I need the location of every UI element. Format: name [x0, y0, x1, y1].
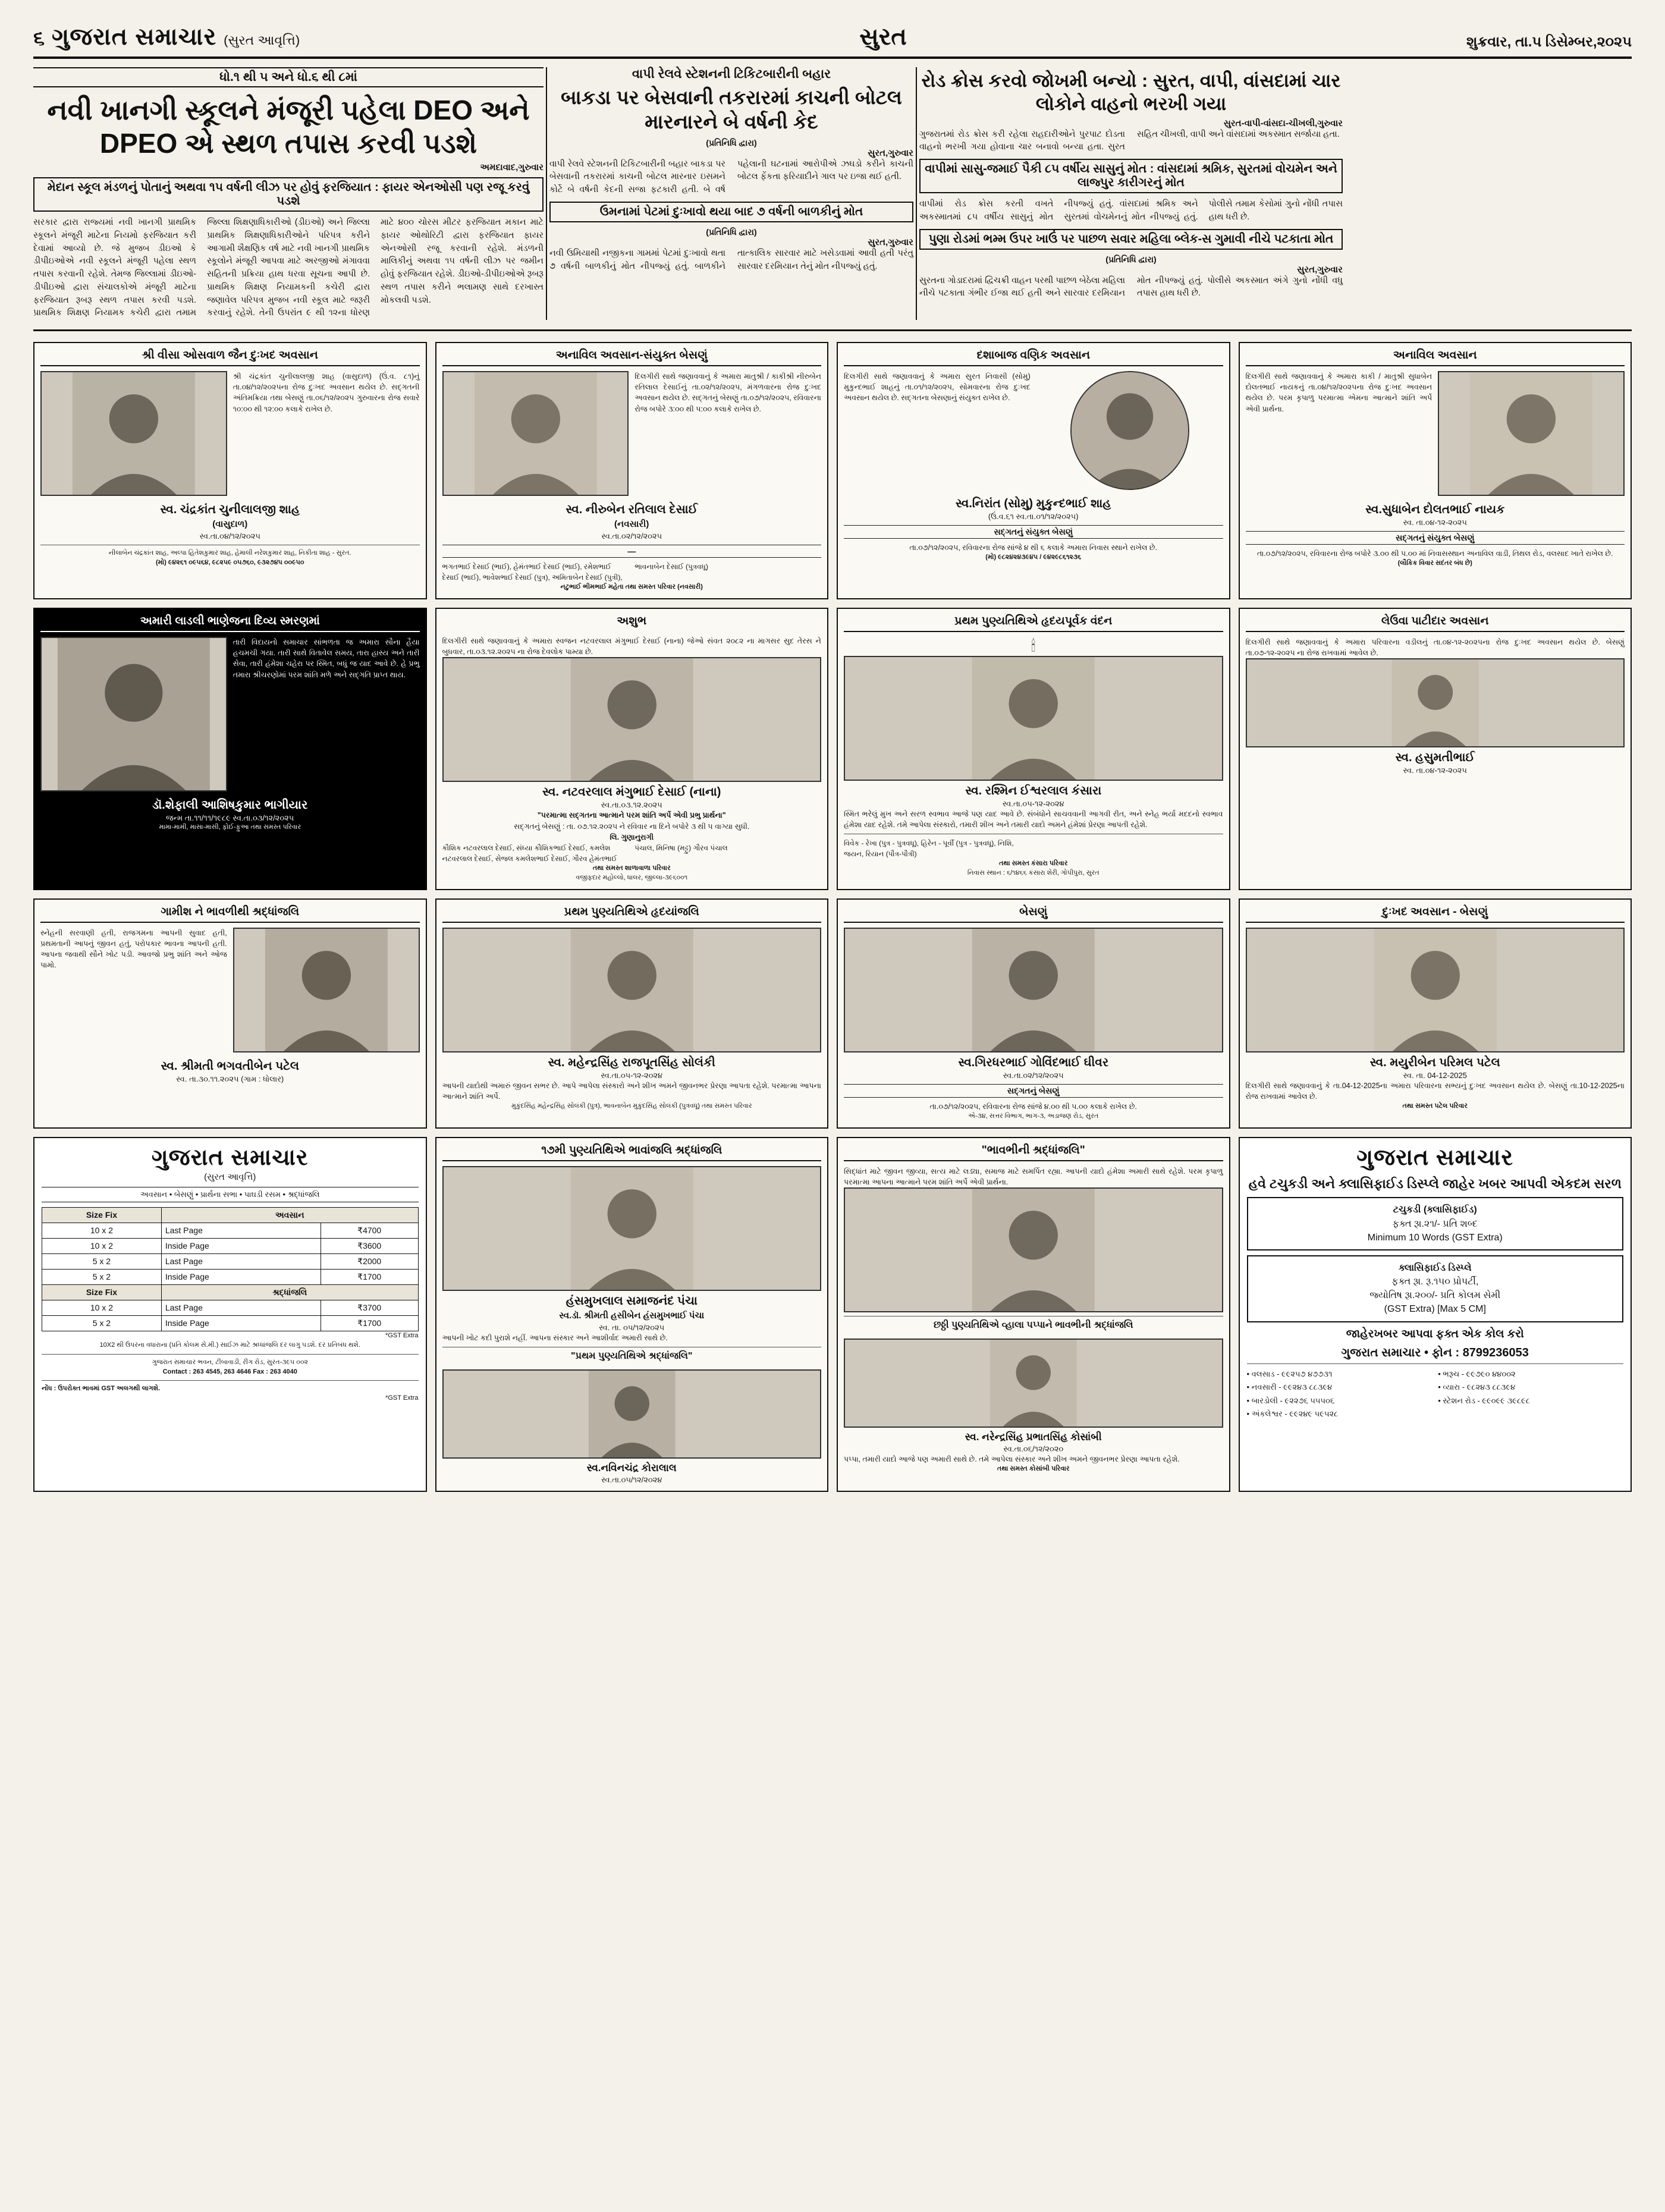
ad-body-text: આપની યાદોથી અમારું જીવન સભર છે. આપે આપેલા સંસ્કારો અને શીખ અમને જીવનભર પ્રેરણા આપતા રહેશે. પરમાત્મા આપના આત્માને શાંતિ અર્પે. [442, 1081, 821, 1101]
mid-box-headline: ઉમનામાં પેટમાં દુઃખાવો થયા બાદ ૭ વર્ષની બાળકીનું મોત [549, 202, 913, 222]
masthead-left [33, 24, 300, 51]
deceased-name: સ્વ.સુધાબેન દોલતભાઈ નાયક [1365, 503, 1505, 517]
ad-title: અશુભ [617, 615, 647, 628]
mid-byline: (પ્રતિનિધિ દ્વારા) [706, 137, 757, 147]
meeting-details: તા.૦૭/૧૨/૨૦૨૫, રવિવારના રોજ સાંજે ૪.૦૦ થી ૫.૦૦ કલાકે રાખેલ છે. [929, 1102, 1137, 1111]
ad-body-text: દિલગીરી સાથે જણાવવાનું કે અમારા પરિવારના વડીલનું તા.૦૪-૧૨-૨૦૨૫ના રોજ દુઃખદ અવસાન થયેલ છે. બેસણું તા.૦૭-૧૨-૨૦૨૫ ના રોજ રાખવામાં આવેલ છે. [1245, 638, 1625, 658]
ad-body-text: દિલગીરી સાથે જણાવવાનું કે અમારા માતુશ્રી / કાકીશ્રી નીરુબેન રતિલાલ દેસાઈનું તા.૦૨/૧૨/૨૦૨૫, મંગળવારના રોજ દુઃખદ અવસાન થયેલ છે. સદ્ગતનું બેસણું તા.૦૭/૧૨/૨૦૨૫, રવિવારના રોજ બપોરે ૩:૦૦ થી ૫:૦૦ કલાકે રાખેલ છે. [634, 372, 821, 413]
deceased-name: સ્વ. નટવરલાલ મંગુભાઈ દેસાઈ (નાના) [542, 785, 721, 799]
ad-body-text: શ્રી ચંદ્રકાંત ચુનીલાલજી શાહ (વાસુદાળ) (ઉં.વ. ૮૧)નું તા.૦૪/૧૨/૨૦૨૫ના રોજ દુઃખદ અવસાન થયેલ છે. સદ્ગતની અંતિમક્રિયા તથા બેસણું તા.૦૬/૧૨/૨૦૨૫ ગુરુવારના રોજ સવારે ૧૦:૦૦ થી ૧૨:૦૦ કલાકે રાખેલ છે. [233, 372, 420, 413]
list-item: • ભરૂચ - ૯૯૭૯૦ ૪૪૦૦૨ [1438, 1369, 1516, 1379]
masthead [33, 24, 1632, 59]
table-row [42, 1315, 419, 1331]
right-intro: ગુજરાતમાં રોડ ક્રોસ કરી રહેલા રાહદારીઓને પુરપાટ દોડતા વાહનો ભરખી ગયા હોવાના ચાર બનાવો બન્યા હતા. સુરત સહિત ચીખલી, વાપી અને વાંસદામાં અકસ્માત સર્જાયા હતા. [919, 129, 1340, 152]
ad-body-text: આપની ખોટ કદી પુરાશે નહીં. આપના સંસ્કાર અને આશીર્વાદ અમારી સાથે છે. [442, 1333, 668, 1342]
meeting-heading: સદ્ગતનું સંયુક્ત બેસણું [844, 525, 1223, 539]
rate-table-avsan [42, 1207, 419, 1331]
ad-body-text: સિદ્ધાંત માટે જીવન જીવ્યા, સત્ય માટે લડ્યા, સમાજ માટે સમર્પિત રહ્યા. આપની યાદો હંમેશા અમારી સાથે રહેશે. પરમ કૃપાળુ પરમાત્મા આપના આત્માને પરમ શાંતિ અર્પે એવી પ્રાર્થના. [844, 1167, 1223, 1186]
ad-title: પ્રથમ પુણ્યતિથિએ હૃદયપૂર્વક વંદન [844, 615, 1223, 632]
ad-body-text-secondary: પપ્પા, તમારી યાદો આજે પણ અમારી સાથે છે. તમે આપેલા સંસ્કાર અને શીખ અમને જીવનભર પ્રેરણા આપતા રહેશે. [844, 1454, 1180, 1463]
person-photo-icon [845, 1189, 1222, 1311]
person-photo-icon [845, 929, 1222, 1051]
portrait-photo [442, 657, 822, 782]
ad-body-text: સ્નેહની સરવાણી હતી, રાજગમના આપની સુવાદ હતી, પ્રથમતાની આપનું જીવન હતું, પરોપકાર ભાવના આપની હતી. આપના જવાથી સૌને ખોટ પડી. આવજો પ્રભુ શાંતિ અને ઓજ પામો. [40, 928, 227, 970]
person-photo-icon [1247, 929, 1624, 1051]
deceased-sub: સ્વ.ડૉ. શ્રીમતી હસીબેન હંસમુખભાઈ પંચા [559, 1310, 705, 1321]
right-body: વાપીમાં રોડ ક્રોસ કરતી વખતે અકસ્માતમાં ૮૫ વર્ષીય સાસુનું મોત નીપજ્યું હતું. વાંસદામાં શ્રમિક અને સુરતમાં વોચમેનનું મોત નીપજ્યું હતું. પોલીસે તમામ કેસોમાં ગુનો નોંધી તપાસ હાથ ધરી છે. [919, 199, 1343, 222]
rate-size-header-2: Size Fix [42, 1284, 162, 1300]
tribute-ad-hansmukhlal [435, 1137, 829, 1492]
column-divider [546, 67, 547, 320]
ad-body-text: દિલગીરી સાથે જણાવવાનું કે અમારા કાકી / માતુશ્રી સુધાબેન દોલતભાઈ નાયકનું તા.૦૪/૧૨/૨૦૨૫ના રોજ દુઃખદ અવસાન થયેલ છે. પરમ કૃપાળુ પરમાત્મા એમના આત્માને શાંતિ અર્પે એવી પ્રાર્થના. [1245, 372, 1432, 413]
deceased-date: સ્વ.તા.૦૨/૧૨/૨૦૨૫ [1003, 1070, 1064, 1080]
rate-size: 5 x 2 [42, 1315, 162, 1331]
table-row [42, 1238, 419, 1253]
table-row [42, 1269, 419, 1284]
ad-address: નિવાસ સ્થાન : ૬/૧૪૬૬ કંસારા શેરી, ગોપીપુરા, સુરત [967, 869, 1099, 877]
ad-title: "ભાવભીની શ્રદ્ધાંજલિ" [844, 1144, 1223, 1161]
tribute-ad-mahendrasinh [435, 898, 829, 1129]
person-photo-icon [444, 1371, 821, 1457]
gst-footer-note: નોંધ : ઉપરોક્ત ભાવમાં GST અલગથી લાગશે. [42, 1385, 161, 1393]
classified-phone-label: ગુજરાત સમાચાર • ફોન : [1341, 1346, 1460, 1360]
portrait-photo [844, 656, 1223, 781]
list-item: • વ્યારા - ૯૮૨૪૩ ૮૮૩૯૪ [1438, 1382, 1516, 1392]
rate-size: 10 x 2 [42, 1223, 162, 1238]
meeting-heading: સદ્ગતનું બેસણું [844, 1084, 1223, 1098]
ad-title: શ્રી વીસા ઓસવાળ જૈન દુઃખદ અવસાન [40, 349, 420, 366]
ad-address: વજીફદાર મહોલ્લો, ધાલર, જીલ્લા-૩૯૬૦૦૧ [576, 874, 688, 881]
paper-edition: (સુરત આવૃત્તિ) [224, 33, 300, 48]
rate-size: 10 x 2 [42, 1300, 162, 1315]
mid-story [549, 67, 913, 320]
mid-headline: બાકડા પર બેસવાની તકરારમાં કાચની બોટલ મારનારને બે વર્ષની કેદ [561, 86, 902, 133]
ad-title: અમારી લાડલી ભાણેજના દિવ્ય સ્મરણમાં [40, 615, 420, 632]
gst-extra: *GST Extra [385, 1394, 419, 1402]
obituary-ad-mayuri [1239, 898, 1632, 1129]
rate-placement: Inside Page [161, 1315, 321, 1331]
ad-prayer: "પરમાત્મા સદ્ગતના આત્માને પરમ શાંતિ અર્પે એવી પ્રભુ પ્રાર્થના" [537, 811, 726, 820]
portrait-photo [233, 928, 420, 1052]
lead-kicker: ધો.૧ થી ૫ અને ધો.૬ થી ૮માં [33, 67, 544, 87]
meeting-heading: સદ્ગતનું સંયુક્ત બેસણું [1246, 531, 1625, 545]
classified-logo: ગુજરાત સમાચાર [1356, 1145, 1514, 1170]
deceased-name-secondary: સ્વ. નરેન્દ્રસિંહ પ્રભાતસિંહ કોસાંબી [965, 1431, 1102, 1443]
rate-card-edition: (સુરત આવૃત્તિ) [204, 1171, 256, 1182]
lead-subhead: મેદાન સ્કૂલ મંડળનું પોતાનું અથવા ૧૫ વર્ષની લીઝ પર હોવું ફરજિયાત : ફાયર એનઓસી પણ રજૂ કરવું પડશે [33, 177, 544, 212]
ad-address: એ-૩૪, સત્તર વિભાગ, ભાગ-૩, અડાજણ રોડ, સુરત [968, 1112, 1099, 1120]
rate-section-shraddhanjali: શ્રદ્ધાંજલિ [161, 1284, 418, 1300]
incense-icon: 🕯 [1031, 637, 1036, 655]
right-dateline: સુરત-વાપી-વાંસદા-ચીખલી,ગુરુવાર [1223, 118, 1343, 128]
rate-card-logo: ગુજરાત સમાચાર [151, 1145, 309, 1170]
ad-title: ૧૭મી પુણ્યતિથિએ ભાવાંજલિ શ્રદ્ધાંજલિ [442, 1144, 822, 1161]
ad-title-secondary: "પ્રથમ પુણ્યતિથિએ શ્રદ્ધાંજલિ" [571, 1350, 693, 1361]
person-photo-icon [42, 372, 226, 495]
tribute-ad-bhavbhini [837, 1137, 1230, 1492]
person-photo-icon [845, 657, 1222, 780]
right-story [919, 67, 1343, 320]
classified-box2-line3: (GST Extra) [Max 5 CM] [1384, 1304, 1486, 1315]
lead-headline: નવી ખાનગી સ્કૂલને મંજૂરી પહેલા DEO અને DPEO એ સ્થળ તપાસ કરવી પડશે [47, 95, 530, 159]
mid-body: વાપી રેલવે સ્ટેશનની ટિકિટબારીની બહાર બાકડા પર બેસવાની તકરારમાં કાચની બોટલ મારનાર ઇસમને કોર્ટે બે વર્ષની કેદની સજા ફટકારી હતી. બે વર્ષ પહેલાની ઘટનામાં આરોપીએ ઝઘડો કરીને કાચની બોટલ ફેંકતા ફરિયાદીને ગાલ પર ઇજા થઈ હતી. [549, 159, 913, 194]
ad-family-address: નીલાબેન ચંદ્રકાંત શાહ, અલ્પા હિતેશકુમાર શાહ, હેમાલી નરેશકુમાર શાહ, નિકીતા શાહ - સુરત. [108, 549, 351, 557]
right-box-byline: (પ્રતિનિધિ દ્વારા) [1105, 254, 1157, 264]
ad-mourners: ભગતભાઈ દેસાઈ (ભાઈ), હેમંતભાઈ દેસાઈ (ભાઈ), રમેશભાઈ દેસાઈ (ભાઈ), ભાવેશભાઈ દેસાઈ (પુત્ર), અમિતાબેન દેસાઈ (પુત્રી), ભાવનાબેન દેસાઈ (પુત્રવધૂ) [442, 563, 708, 582]
classified-rate-box-2 [1247, 1255, 1624, 1322]
deceased-date: સ્વ.તા.૦૫-૧૨-૨૦૨૪ [1002, 799, 1064, 809]
portrait-photo-secondary [844, 1338, 1223, 1428]
classified-box1-title: ટચુકડી (ક્લાસિફાઈડ) [1393, 1205, 1477, 1215]
ad-family: વિવેક - રેખા (પુત્ર - પુત્રવધૂ), હિરેન - પૂર્વી (પુત્ર - પુત્રવધૂ), નિશિ, જયન, રિયાન (પૌત્ર-પૌત્રી) [844, 839, 1014, 859]
issue-date: શુક્રવાર, તા.૫ ડિસેમ્બર,૨૦૨૫ [1466, 34, 1632, 50]
gst-note: *GST Extra [385, 1331, 419, 1339]
deceased-date: સ્વ. તા. 04-12-2025 [1403, 1070, 1467, 1080]
rate-price: ₹3600 [321, 1238, 418, 1253]
column-divider-2 [916, 67, 917, 320]
rate-size-header: Size Fix [42, 1207, 162, 1223]
classified-promo[interactable] [1239, 1137, 1632, 1492]
classified-rate-box-1 [1247, 1197, 1624, 1250]
person-photo-icon [234, 929, 419, 1051]
deceased-date: સ્વ.તા.૦૩.૧૨.૨૦૨૫ [601, 800, 662, 810]
deceased-date: સ્વ. તા.૦૪-૧૨-૨૦૨૫ [1403, 766, 1467, 775]
mid-dateline: સુરત,ગુરુવાર [868, 147, 913, 158]
obituary-ad-ledva-patidar [1239, 608, 1632, 890]
list-item: • વલસાડ - ૯૯૨૫૭ ૪૭૭૩૧ [1246, 1369, 1333, 1379]
obituary-ad-anavil-avsan-2 [1239, 342, 1632, 599]
rate-price: ₹1700 [321, 1315, 418, 1331]
deceased-sub: (વાસુદાળ) [212, 519, 248, 530]
rate-size: 5 x 2 [42, 1253, 162, 1269]
ad-divider [1247, 1363, 1624, 1364]
ad-footer: તથા સમસ્ત શાળાવાળા પરિવાર [592, 864, 671, 872]
ad-signature: લિ. ગુણાનુરાગી [610, 832, 654, 841]
deceased-name: સ્વ. હસુમતીભાઈ [1395, 751, 1475, 765]
portrait-photo [1246, 658, 1625, 747]
ad-title: ગામીશ ને ભાવળીથી શ્રદ્ધાંજલિ [40, 906, 420, 923]
deceased-name-secondary: સ્વ.નવિનચંદ્ર કોરાલાલ [586, 1462, 677, 1473]
ad-title: અનાવિલ અવસાન [1246, 349, 1625, 366]
classified-box1-line1: ફક્ત રૂા.૨૧/- પ્રતિ શબ્દ [1392, 1218, 1478, 1229]
classified-box1-line2: Minimum 10 Words (GST Extra) [1367, 1232, 1503, 1243]
rate-placement: Last Page [161, 1253, 321, 1269]
rate-card-strip: અવસાન • બેસણું • પ્રાર્થના સભા • પાઘડી રસમ • શ્રદ્ધાંજલિ [42, 1187, 419, 1202]
classified-phone-number: 8799236053 [1462, 1346, 1529, 1360]
table-row [42, 1223, 419, 1238]
rate-price: ₹3700 [321, 1300, 418, 1315]
deceased-name: સ્વ.નિરાંત (સોમુ) મુકુન્દભાઈ શાહ [956, 497, 1111, 511]
office-address: ગુજરાત સમાચાર ભવન, ટીંબાવાડી, રીંગ રોડ, સુરત-૩૯૫ ૦૦૨ [152, 1358, 309, 1366]
portrait-photo [844, 928, 1223, 1052]
obituary-ad-girdharbhai [837, 898, 1230, 1129]
right-box-body: સુરતના ગોડાદરામાં દ્વિચક્રી વાહન પરથી પાછળ બેઠેલા મહિલા નીચે પટકાતા ગંભીર ઈજા થઈ હતી અને સારવાર દરમિયાન મોત નીપજ્યું હતું. પોલીસે અકસ્માત અંગે ગુનો નોંધી વધુ તપાસ હાથ ધરી છે. [919, 275, 1343, 299]
ad-divider-2 [42, 1380, 419, 1381]
rate-price: ₹2000 [321, 1253, 418, 1269]
right-headline: રોડ ક્રોસ કરવો જોખમી બન્યો : સુરત, વાપી, વાંસદામાં ચાર લોકોને વાહનો ભરખી ગયા [921, 70, 1341, 114]
tribute-ad-dadima [33, 898, 427, 1129]
tribute-ad-dr-shefali [33, 608, 427, 890]
ad-footer: નટુભાઈ ભીમભાઈ મહેતા તથા સમસ્ત પરિવાર (નવસારી) [560, 583, 703, 591]
right-box-dateline: સુરત,ગુરુવાર [1297, 264, 1343, 275]
portrait-photo [40, 637, 227, 791]
lead-body: સરકાર દ્વારા રાજ્યમાં નવી ખાનગી પ્રાથમિક સ્કૂલને મંજૂરી માટેના નિયમો ફરજિયાત કરી દેવામાં આવ્યો છે. જે મુજબ ડીઇઓ કે ડીપીઇઓએ નવી સ્કૂલને મંજૂરી પહેલા સ્થળ તપાસ કરવાની રહેશે. તેમજ જિલ્લામાં ડીઇઓ-ડીપીઇઓ દ્વારા સંચાલકોએ મંજૂરી માટેના ફરજિયાત રૂબરૂ સ્થળ તપાસ કરવી પડશે. પ્રાથમિક શિક્ષણ નિયામક કચેરી દ્વારા તમામ જિલ્લા શિક્ષણાધિકારીઓ (ડીઇઓ) અને જિલ્લા પ્રાથમિક શિક્ષણાધિકારીઓને પરિપત્ર કરીને આગામી શૈક્ષણિક વર્ષ માટે નવી ખાનગી પ્રાથમિક સ્કૂલોને મંજૂરી આપવા માટે અરજીઓ મંગાવવા સહિતની પ્રક્રિયા હાથ ધરવા સૂચના આપી છે. પ્રાથમિક શિક્ષણ નિયામકની કચેરી દ્વારા જણાવેલ પરિપત્ર મુજબ નવી સ્કૂલ માટે જરૂરી કરવાનું રહેશે. તેની ઉપરાંત ૯ થી ૧૨ના ધોરણ માટે ૪૦૦ ચોરસ મીટર ફરજિયાત મકાન માટે ફાયર ઓથોરિટી દ્વારા ફરજિયાત ફાયર એનઓસી રજૂ કરવાની રહેશે. મંડળની માલિકીનું અથવા ૧૫ વર્ષની લીઝ પર જમીન હોવું ફરજિયાત રહેશે. ડીઇઓ-ડીપીઇઓએ રૂબરૂ સ્થળ તપાસ કરીને ભલામણ સાથે દરખાસ્ત મોકલવી પડશે. [33, 218, 544, 318]
page-folio: ૬ [33, 27, 45, 49]
right-box-headline: પુણા રોડમાં ભમ્મ ઉપર ખાઉં પર પાછળ સવાર મહિલા બ્લેક-સ ગુમાવી નીચે પટકાતા મોત [919, 229, 1343, 250]
ad-body-text: દિલગીરી સાથે જણાવવાનું કે અમારા સ્વજન નટવરલાલ મંગુભાઈ દેસાઈ (નાના) જેઓ સંવત ૨૦૮૨ ના માગસર સુદ તેરસ ને બુધવાર, તા.૦૩.૧૨.૨૦૨૫ ના રોજ દેવલોક પામ્યા છે. [442, 637, 821, 656]
rate-note: 10X2 થી ઉપરના વધારાના (પ્રતિ કોલમ સે.મી.) સાઈઝ માટે શ્રધ્ધાંજલિ દર લાગુ પડશે. દર પ્રતિબંધ થશે. [99, 1341, 360, 1349]
right-subhead: વાપીમાં સાસુ-જમાઈ પૈકી ૮૫ વર્ષીય સાસુનું મોત : વાંસદામાં શ્રમિક, સુરતમાં વોચમેન અને લાજ્પુર કારીગરનું મોત [919, 159, 1343, 193]
rate-price: ₹4700 [321, 1223, 418, 1238]
ad-body-text: દિલગીરી સાથે જણાવવાનું કે તા.04-12-2025ના અમારા પરિવારના સભ્યનું દુઃખદ અવસાન થયેલ છે. બેસણું તા.10-12-2025ના રોજ રાખવામાં આવેલ છે. [1245, 1081, 1625, 1101]
ad-mourners: કૌશિક નટવરલાલ દેસાઈ, સંધ્યા કૌશિકભાઈ દેસાઈ, કમલેશ નટવરલાલ દેસાઈ, સેજલ કમલેશભાઈ દેસાઈ, ગૌરવ હેમંતભાઈ પંચાલ, મિનિષા (મટ્ટુ) ગૌરવ પંચાલ [442, 843, 728, 863]
portrait-photo [1438, 371, 1625, 496]
ad-title: દશાબાજ વણિક અવસાન [844, 349, 1223, 366]
obituary-ad-visa-oswal [33, 342, 427, 599]
classified-cta: જાહેરખબર આપવા ફક્ત એક કોલ કરો [1346, 1327, 1524, 1340]
deceased-date: સ્વ. તા.૩૦.૧૧.૨૦૨૫ (ગામ : ધોલાર) [176, 1074, 284, 1083]
rate-card [33, 1137, 427, 1492]
portrait-photo [442, 371, 629, 496]
person-photo-icon [444, 929, 821, 1051]
portrait-photo [844, 1187, 1223, 1312]
meeting-details: તા.૦૭/૧૨/૨૦૨૫, રવિવારના રોજ બપોરે ૩.૦૦ થી ૫.૦૦ માં નિવાસસ્થાન અનાવિલ વાડી, તિથલ રોડ, વલસાદ ખાતે રાખેલ છે. [1256, 549, 1613, 558]
rate-price: ₹1700 [321, 1269, 418, 1284]
deceased-name: સ્વ. શ્રીમતી ભગવતીબેન પટેલ [161, 1059, 299, 1073]
deceased-date: સ્વ.તા.૦૫-૧૨-૨૦૨૪ [601, 1070, 663, 1080]
office-contact: Contact : 263 4545, 263 4646 Fax : 263 4040 [162, 1368, 297, 1375]
classified-box2-title: ક્લાસિફાઈડ ડિસ્પ્લે [1398, 1262, 1472, 1273]
person-photo-icon [444, 372, 628, 495]
lead-story [33, 67, 544, 320]
rate-placement: Inside Page [161, 1238, 321, 1253]
ad-footer: તથા સમસ્ત કંસારા પરિવાર [999, 860, 1068, 868]
ad-body-text: દિલગીરી સાથે જણાવવાનું કે અમારા સુરત નિવાસી (સોમુ) મુકુન્દભાઈ શાહનું તા.૦૧/૧૨/૨૦૨૫, સોમવારના રોજ દુઃખદ અવસાન થયેલ છે. સદ્ગતના બેસણાનું સંયુક્ત રાખેલ છે. [844, 372, 1031, 403]
ad-title: દુઃખદ અવસાન - બેસણું [1246, 906, 1625, 923]
person-photo-icon [1247, 659, 1624, 746]
ad-body-text: તારી વિદાયનો સમાચાર સાંભળતા જ અમારા સૌના હૈયા હચમચી ગયા. તારી સાથે વિતાવેલ સમય, તારા હાસ્ય અને તારી સેવા, તારી હંમેશા ચહેરા પર સ્મિત, બધું જ યાદ આવે છે. હે પ્રભુ તમારા શ્રીચરણોમાં પરમ શાંતિ મળે અને સદ્ગતિ પ્રાપ્ત થાય. [233, 638, 420, 679]
deceased-sub: (નવસારી) [614, 519, 649, 530]
deceased-name: સ્વ. ચંદ્રકાંત ચુનીલાલજી શાહ [160, 503, 300, 517]
portrait-photo [1246, 928, 1625, 1052]
ad-title: અનાવિલ અવસાન-સંયુક્ત બેસણું [442, 349, 822, 366]
ad-note: (લૌકિક વિવાર સદંતર બંધ છે) [1397, 560, 1472, 567]
deceased-date: (ઉં.વ.૬૧ સ્વ.તા.૦૧/૧૨/૨૦૨૫) [988, 512, 1079, 521]
news-band [33, 67, 1632, 331]
city-name: સુરત [859, 24, 907, 50]
rate-section-avsan: અવસાન [161, 1207, 418, 1223]
classified-box2-line1: ફક્ત રૂા. રૂ.૧૫૦ પ્રોપર્ટી, [1391, 1277, 1479, 1287]
list-item: • બારડોલી - ૯૨૨૭૬ ૫૫૫૦૬ [1246, 1396, 1335, 1405]
tribute-ad-rashmin [837, 608, 1230, 890]
meeting-details: સદ્ગતનું બેસણું : તા. ૦૭.૧૨.૨૦૨૫ ને રવિવાર ના દિને બપોરે ૩ થી ૫ વાગ્યા સુધી. [514, 822, 750, 831]
deceased-name: સ્વ. રશ્મિન ઈશ્વરલાલ કંસારા [965, 784, 1102, 798]
ad-body-text: સ્મિત ભરેલું મુખ અને સરળ સ્વભાવ આજે પણ યાદ આવે છે. સંબંધોને સાચવવાની આગવી રીત, અને સ્નેહ ભર્યા મદદનો સ્વભાવ હંમેશા યાદ રહેશે. તમે આપેલા સંસ્કારો, તમારી શીખ અને તમારી યાદો અમને હંમેશાં પ્રેરણા આપતી રહેશે. [844, 810, 1223, 830]
list-item: • અંકલેશ્વર - ૯૯૨૪૯ ૫૯૫૨૮ [1246, 1409, 1339, 1418]
deceased-date-secondary: સ્વ.તા.૦૬/૧૨/૨૦૨૦ [1003, 1444, 1064, 1453]
ad-mourners-heading: — [442, 545, 822, 558]
person-photo-icon [1072, 372, 1188, 489]
person-photo-icon [1439, 372, 1623, 495]
portrait-photo [442, 928, 822, 1052]
person-photo-icon [444, 658, 821, 781]
ad-footer: તથા સમસ્ત કોસાંબી પરિવાર [997, 1465, 1070, 1473]
classified-office-list [1247, 1368, 1624, 1420]
deceased-date: સ્વ.તા.૦૨/૧૨/૨૦૨૫ [601, 532, 662, 541]
deceased-name: સ્વ. મહેન્દ્રસિંહ રાજપૂતસિંહ સોલંકી [548, 1055, 715, 1069]
ad-phones: (મો) ૯૮૨૪૨૪૩૯૪૫ / ૯૪૨૯૮૬૧૨૩૬ [985, 554, 1082, 561]
portrait-photo [40, 371, 227, 496]
classified-box2-line2: જ્યોતિષ રૂા.૨૦૦/- પ્રતિ કોલમ સેમી [1369, 1290, 1501, 1301]
ad-phones: (મો) ૯૪૨૬૧ ૦૯૫૬૪, ૯૮૨૫૯ ૦૫૭૬૦, ૯૩૨૭૪૫ ૦૦૯૫૦ [155, 559, 304, 567]
deceased-name: સ્વ. નીરુબેન રતિલાલ દેસાઈ [566, 503, 698, 517]
ad-title: બેસણું [844, 906, 1223, 923]
ad-title: લેઉવા પાટીદાર અવસાન [1246, 615, 1625, 632]
portrait-photo [1070, 371, 1189, 490]
rate-placement: Last Page [161, 1223, 321, 1238]
portrait-photo-secondary [442, 1369, 822, 1459]
classified-headline: હવે ટચુકડી અને ક્લાસિફાઈડ ડિસ્પ્લે જાહેર ખબર આપવી એકદમ સરળ [1248, 1176, 1622, 1191]
ad-title-secondary: છઠ્ઠી પુણ્યતિથિએ વ્હાલા પપ્પાને ભાવભીની શ્રદ્ધાંજલિ [933, 1319, 1133, 1330]
ad-divider [42, 1354, 419, 1355]
obituary-ad-dashabaj-vanik [837, 342, 1230, 599]
person-photo-icon [444, 1167, 821, 1290]
meeting-details: તા.૦૭/૧૨/૨૦૨૫, રવિવારના રોજ સાંજે ૪ થી ૬ કલાકે અમારા નિવાસ સ્થાને રાખેલ છે. [909, 543, 1158, 552]
person-photo-icon [42, 638, 226, 790]
deceased-name: સ્વ.ગિરધરભાઈ ગોવિંદભાઈ ઘીવર [958, 1055, 1109, 1069]
list-item: • નવસારી - ૯૯૨૪૩ ૮૮૩૯૪ [1246, 1382, 1333, 1392]
lead-dateline: અમદાવાદ,ગુરુવાર [480, 162, 544, 173]
mid-box-body: નવી ઉમિયાથી નજીકના ગામમાં પેટમાં દુઃખાવો થતા ૭ વર્ષની બાળકીનું મોત નીપજ્યું હતું. બાળકીને તાત્કાલિક સારવાર માટે ખસેડવામાં આવી હતી પરંતુ સારવાર દરમિયાન તેનું મોત નીપજ્યું હતું. [549, 248, 913, 271]
ad-family: મુકુંદસિંહ મહેન્દ્રસિંહ સોલંકી (પુત્ર), ભાવનાબેન મુકુંદસિંહ સોલંકી (પુત્રવધૂ) તથા સમસ્ત પરિવાર [511, 1102, 752, 1110]
mid-kicker: વાપી રેલવે સ્ટેશનની ટિકિટબારીની બહાર [632, 67, 831, 81]
deceased-name: સ્વ. મયુરીબેન પરિમલ પટેલ [1369, 1055, 1500, 1069]
deceased-date: સ્વ. તા. ૦૫/૧૨/૨૦૨૫ [599, 1322, 665, 1332]
ad-family: તથા સમસ્ત પટેલ પરિવાર [1402, 1102, 1468, 1110]
obituary-ad-anavil-sanyukt [435, 342, 829, 599]
person-photo-icon [845, 1340, 1222, 1427]
deceased-dates: જન્મ તા.૧૧/૧૧/૧૯૮૯ સ્વ.તા.૦૩/૧૨/૨૦૨૫ [166, 813, 294, 823]
rate-size: 10 x 2 [42, 1238, 162, 1253]
obituary-grid [33, 342, 1632, 1492]
classified-phone[interactable] [1247, 1346, 1624, 1360]
rate-size: 5 x 2 [42, 1269, 162, 1284]
paper-name: ગુજરાત સમાચાર [52, 24, 217, 50]
mid-box-dateline: સુરત,ગુરુવાર [868, 237, 913, 247]
deceased-date: સ્વ.તા.૦૪/૧૨/૨૦૨૫ [199, 532, 260, 541]
table-row [42, 1300, 419, 1315]
ad-title: પ્રથમ પુણ્યતિથિએ હૃદયાંજલિ [442, 906, 822, 923]
table-row [42, 1253, 419, 1269]
mid-box-byline: (પ્રતિનિધિ દ્વારા) [706, 227, 757, 237]
deceased-name: હંસમુખલાલ સમાજનંદ પંચા [566, 1294, 698, 1308]
portrait-photo [442, 1166, 822, 1291]
deceased-name: ડૉ.શેફાલી આશિષકુમાર ભાગીયાર [152, 799, 308, 812]
list-item: • સ્ટેશન રોડ - ૯૯૦૯૯ ૩૯૮૯૮ [1438, 1396, 1530, 1405]
rate-placement: Inside Page [161, 1269, 321, 1284]
rate-placement: Last Page [161, 1300, 321, 1315]
deceased-date-secondary: સ્વ.તા.૦૫/૧૨/૨૦૨૪ [601, 1475, 662, 1484]
ad-family: મામા-મામી, માસા-માસી, ફોઈ-ફુઆ તથા સમસ્ત પરિવાર [159, 824, 301, 831]
obituary-ad-natvarlal [435, 608, 829, 890]
deceased-date: સ્વ. તા.૦૪-૧૨-૨૦૨૫ [1403, 518, 1467, 527]
